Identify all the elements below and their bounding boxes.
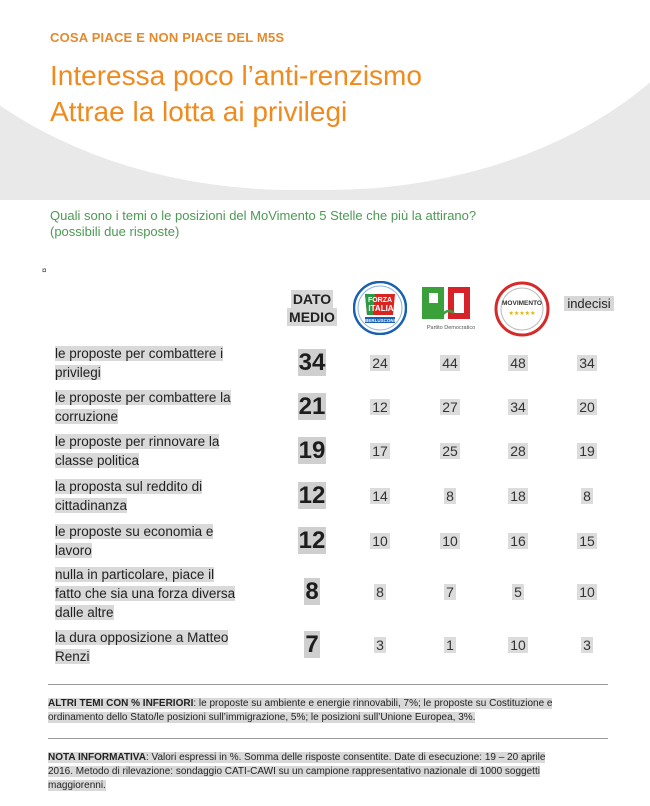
row-dato-medio: 8 [305, 578, 319, 605]
row-label-line: la proposta sul reddito di [55, 479, 203, 494]
row-dato-medio: 19 [298, 437, 326, 464]
row-label [55, 477, 275, 515]
row-label-line: corruzione [55, 409, 119, 424]
movimento-5-stelle-logo [494, 281, 550, 337]
question-note: (possibili due risposte) [50, 224, 180, 239]
dato-line-2: MEDIO [289, 309, 335, 325]
nota-text-1: : Valori espressi in %. Somma delle risposte consentite. Date di esecuzione: 19 – 20 aprile [145, 752, 546, 763]
indecisi-label: indecisi [564, 296, 613, 311]
column-header-dato-medio [284, 290, 340, 326]
row-label-line: cittadinanza [55, 498, 128, 513]
row-value-indecisi: 19 [579, 443, 595, 459]
nota-label: NOTA INFORMATIVA [48, 752, 146, 763]
m5s-logo-stars: ★★★★★ [508, 310, 536, 317]
row-value-pd: 1 [446, 637, 454, 653]
nota-text-3: maggiorenni. [48, 780, 106, 791]
row-label [55, 522, 275, 560]
row-label-line: lavoro [55, 543, 92, 558]
row-value-m5s: 48 [510, 355, 526, 371]
row-value-indecisi: 3 [583, 637, 591, 653]
row-value-indecisi: 8 [583, 488, 591, 504]
altri-temi-label: ALTRI TEMI CON % INFERIORI [48, 698, 194, 709]
note-mark: ¤ [42, 266, 47, 275]
row-value-m5s: 18 [510, 488, 526, 504]
row-label [55, 388, 275, 426]
row-value-forza-italia: 17 [372, 443, 388, 459]
pd-logo-text [480, 290, 481, 291]
row-label-line: Renzi [55, 649, 90, 664]
survey-question [50, 208, 610, 240]
row-value-pd: 8 [446, 488, 454, 504]
row-value-m5s: 10 [510, 637, 526, 653]
row-value-forza-italia: 8 [376, 584, 384, 600]
row-label-line: le proposte per combattere i [55, 346, 224, 361]
row-dato-medio: 12 [298, 482, 326, 509]
row-label-line: la dura opposizione a Matteo [55, 630, 229, 645]
row-dato-medio: 21 [298, 393, 326, 420]
row-value-pd: 7 [446, 584, 454, 600]
fi-logo-top-text: FORZA [367, 297, 393, 304]
row-label-line: le proposte per rinnovare la [55, 434, 220, 449]
row-value-indecisi: 34 [579, 355, 595, 371]
divider [48, 684, 608, 685]
row-value-m5s: 16 [510, 533, 526, 549]
row-value-indecisi: 15 [579, 533, 595, 549]
row-label-line: le proposte su economia e [55, 524, 214, 539]
altri-temi-note [48, 697, 618, 725]
row-value-indecisi: 10 [579, 584, 595, 600]
row-value-indecisi: 20 [579, 399, 595, 415]
altri-temi-text-1: : le proposte su ambiente e energie rinnovabili, 7%; le proposte su Costituzione e [193, 698, 553, 709]
row-value-pd: 27 [442, 399, 458, 415]
dato-line-1: DATO [292, 291, 332, 307]
row-value-m5s: 5 [514, 584, 522, 600]
row-value-pd: 44 [442, 355, 458, 371]
row-value-m5s: 34 [510, 399, 526, 415]
row-label [55, 432, 275, 470]
row-value-forza-italia: 14 [372, 488, 388, 504]
nota-text-2: 2016. Metodo di rilevazione: sondaggio CATI-CAWI su un campione rappresentativo nazionale di 1000 soggetti [48, 766, 540, 777]
row-value-pd: 25 [442, 443, 458, 459]
row-label-line: nulla in particolare, piace il [55, 567, 215, 582]
nota-informativa [48, 751, 618, 793]
column-header-indecisi [556, 296, 622, 311]
row-label [55, 628, 275, 666]
row-value-forza-italia: 12 [372, 399, 388, 415]
partito-democratico-logo [420, 283, 482, 333]
altri-temi-text-2: ordinamento dello Stato/le posizioni sull’immigrazione, 5%; le posizioni sull’Unione Europea, 3%. [48, 712, 476, 723]
row-dato-medio: 34 [298, 349, 326, 376]
row-label-line: classe politica [55, 453, 140, 468]
row-label [55, 344, 275, 382]
page-title-line-2: Attrae la lotta ai privilegi [50, 96, 348, 127]
row-value-forza-italia: 24 [372, 355, 388, 371]
row-label-line: fatto che sia una forza diversa [55, 586, 236, 601]
page-title-line-1: Interessa poco l’anti-renzismo [50, 60, 422, 91]
fi-logo-bottom-text: BERLUSCONI [365, 318, 395, 323]
pd-logo-caption: Partito Democratico [426, 325, 476, 331]
row-label-line: privilegi [55, 365, 101, 380]
row-value-forza-italia: 3 [376, 637, 384, 653]
forza-italia-logo [353, 281, 407, 335]
m5s-logo-text: MOVIMENTO [502, 300, 542, 307]
row-dato-medio: 12 [298, 527, 326, 554]
row-label-line: le proposte per combattere la [55, 390, 231, 405]
row-value-m5s: 28 [510, 443, 526, 459]
row-value-pd: 10 [442, 533, 458, 549]
row-label-line: dalle altre [55, 605, 114, 620]
row-dato-medio: 7 [305, 631, 319, 658]
row-label [55, 565, 275, 622]
section-label: COSA PIACE E NON PIACE DEL M5S [50, 30, 285, 45]
row-value-forza-italia: 10 [372, 533, 388, 549]
question-text: Quali sono i temi o le posizioni del MoVimento 5 Stelle che più la attirano? [50, 208, 477, 223]
fi-logo-main-text: ITALIA [368, 304, 394, 313]
divider [48, 738, 608, 739]
